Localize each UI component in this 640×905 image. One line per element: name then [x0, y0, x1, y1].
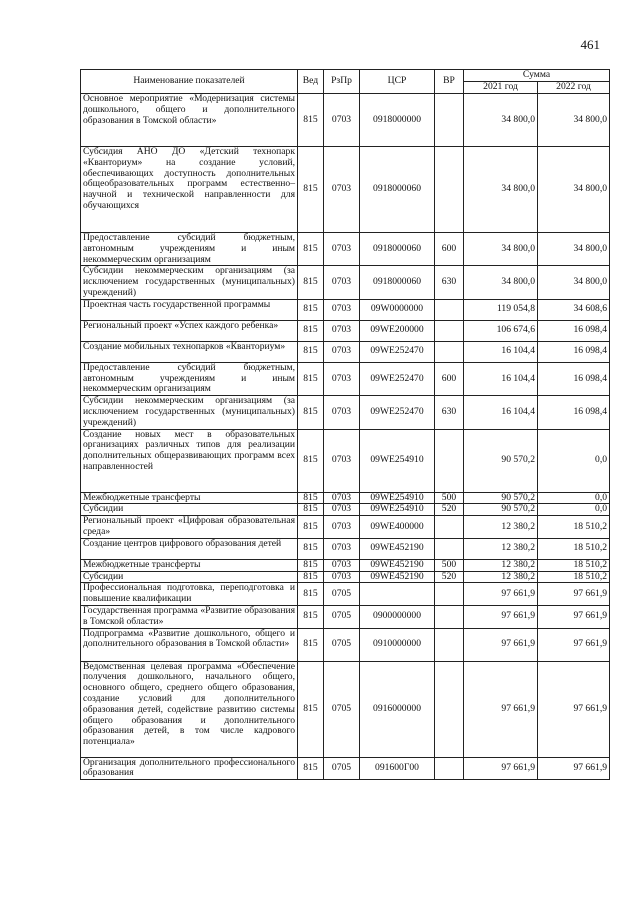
table-row [81, 362, 610, 395]
table-row [81, 559, 610, 571]
header-csr: ЦСР [360, 70, 435, 94]
table-row [81, 583, 610, 606]
cell-vr [435, 583, 464, 606]
cell-csr: 09WE452190 [360, 538, 435, 559]
cell-y2021: 97 661,9 [464, 661, 538, 757]
cell-csr: 0918000060 [360, 147, 435, 233]
cell-vr [435, 147, 464, 233]
header-name: Наименование показателей [81, 70, 298, 94]
cell-y2022: 16 098,4 [538, 362, 610, 395]
cell-y2022: 18 510,2 [538, 571, 610, 583]
cell-name: Субсидии [81, 571, 298, 583]
cell-y2022: 0,0 [538, 492, 610, 504]
cell-y2022: 34 800,0 [538, 266, 610, 299]
cell-vr [435, 299, 464, 320]
cell-vr [435, 757, 464, 780]
cell-vr [435, 628, 464, 661]
header-ved: Вед [298, 70, 324, 94]
cell-name: Субсидия АНО ДО «Детский технопарк «Кванториум» на создание условий, обеспечивающих доступность дополнительных общеобразовательных программ естественно–научной и технической направленности для обучающихся [81, 147, 298, 233]
cell-vr [435, 341, 464, 362]
cell-vr: 600 [435, 233, 464, 266]
cell-rzpr: 0703 [324, 320, 360, 341]
cell-y2022: 0,0 [538, 429, 610, 492]
cell-name: Организация дополнительного профессионального образования [81, 757, 298, 780]
cell-rzpr: 0705 [324, 757, 360, 780]
cell-y2021: 97 661,9 [464, 605, 538, 628]
cell-y2022: 97 661,9 [538, 605, 610, 628]
cell-ved: 815 [298, 396, 324, 429]
table-row [81, 516, 610, 539]
cell-csr: 0918000060 [360, 233, 435, 266]
cell-vr [435, 516, 464, 539]
cell-y2021: 16 104,4 [464, 396, 538, 429]
table-row [81, 233, 610, 266]
cell-ved: 815 [298, 299, 324, 320]
cell-vr: 630 [435, 396, 464, 429]
cell-vr [435, 320, 464, 341]
cell-ved: 815 [298, 233, 324, 266]
cell-ved: 815 [298, 266, 324, 299]
cell-name: Государственная программа «Развитие образования в Томской области» [81, 605, 298, 628]
cell-y2021: 34 800,0 [464, 94, 538, 147]
cell-y2021: 97 661,9 [464, 757, 538, 780]
header-vr: ВР [435, 70, 464, 94]
header-year-2022: 2022 год [538, 82, 610, 94]
table-row [81, 571, 610, 583]
table-row [81, 628, 610, 661]
cell-ved: 815 [298, 516, 324, 539]
cell-name: Создание новых мест в образовательных организациях различных типов для реализации дополнительных общеразвивающих программ всех направленностей [81, 429, 298, 492]
cell-y2022: 16 098,4 [538, 396, 610, 429]
cell-vr: 500 [435, 559, 464, 571]
cell-y2021: 12 380,2 [464, 538, 538, 559]
cell-y2021: 119 054,8 [464, 299, 538, 320]
cell-name: Субсидии некоммерческим организациям (за исключением государственных (муниципальных) учреждений) [81, 266, 298, 299]
cell-ved: 815 [298, 429, 324, 492]
cell-y2022: 34 800,0 [538, 94, 610, 147]
cell-y2022: 18 510,2 [538, 516, 610, 539]
cell-ved: 815 [298, 605, 324, 628]
cell-vr [435, 94, 464, 147]
cell-y2022: 34 800,0 [538, 233, 610, 266]
cell-ved: 815 [298, 320, 324, 341]
table-row [81, 538, 610, 559]
table-row [81, 492, 610, 504]
table-body [81, 94, 610, 780]
cell-vr [435, 538, 464, 559]
cell-rzpr: 0705 [324, 605, 360, 628]
cell-csr: 0900000000 [360, 605, 435, 628]
cell-ved: 815 [298, 538, 324, 559]
cell-rzpr: 0705 [324, 628, 360, 661]
cell-ved: 815 [298, 341, 324, 362]
cell-csr: 091600Г00 [360, 757, 435, 780]
table-row [81, 504, 610, 516]
cell-csr: 09WE252470 [360, 341, 435, 362]
cell-ved: 815 [298, 628, 324, 661]
cell-name: Ведомственная целевая программа «Обеспечение получения дошкольного, начального общего, основного общего, среднего общего образования, создание условий для дополнительного образования детей, содействие развитию системы общего образования и дополнительного образования детей, в том числе кадрового потенциала» [81, 661, 298, 757]
cell-rzpr: 0703 [324, 492, 360, 504]
cell-y2022: 0,0 [538, 504, 610, 516]
cell-rzpr: 0703 [324, 147, 360, 233]
cell-y2022: 16 098,4 [538, 320, 610, 341]
cell-vr: 630 [435, 266, 464, 299]
table-row [81, 266, 610, 299]
cell-y2021: 12 380,2 [464, 559, 538, 571]
header-sum: Сумма [464, 70, 610, 82]
cell-name: Межбюджетные трансферты [81, 492, 298, 504]
cell-y2022: 18 510,2 [538, 538, 610, 559]
table-row [81, 605, 610, 628]
cell-rzpr: 0703 [324, 559, 360, 571]
cell-rzpr: 0703 [324, 266, 360, 299]
cell-rzpr: 0705 [324, 661, 360, 757]
cell-name: Основное мероприятие «Модернизация системы дошкольного, общего и дополнительного образования в Томской области» [81, 94, 298, 147]
cell-ved: 815 [298, 504, 324, 516]
cell-csr: 09WE252470 [360, 396, 435, 429]
cell-ved: 815 [298, 571, 324, 583]
table-row [81, 396, 610, 429]
cell-csr: 09WE254910 [360, 504, 435, 516]
cell-rzpr: 0703 [324, 341, 360, 362]
cell-csr: 09WE254910 [360, 429, 435, 492]
cell-vr: 520 [435, 571, 464, 583]
cell-vr [435, 429, 464, 492]
cell-y2021: 90 570,2 [464, 429, 538, 492]
cell-csr: 09WE254910 [360, 492, 435, 504]
cell-y2021: 90 570,2 [464, 492, 538, 504]
cell-y2022: 97 661,9 [538, 757, 610, 780]
cell-y2021: 34 800,0 [464, 233, 538, 266]
cell-rzpr: 0703 [324, 429, 360, 492]
cell-y2021: 97 661,9 [464, 628, 538, 661]
table-row [81, 320, 610, 341]
cell-y2021: 12 380,2 [464, 516, 538, 539]
cell-y2021: 34 800,0 [464, 266, 538, 299]
cell-y2022: 34 800,0 [538, 147, 610, 233]
cell-vr [435, 605, 464, 628]
page-number: 461 [580, 37, 600, 52]
cell-y2022: 34 608,6 [538, 299, 610, 320]
cell-vr: 520 [435, 504, 464, 516]
cell-csr: 0918000000 [360, 94, 435, 147]
cell-y2022: 97 661,9 [538, 583, 610, 606]
cell-name: Региональный проект «Цифровая образовательная среда» [81, 516, 298, 539]
cell-y2021: 97 661,9 [464, 583, 538, 606]
cell-rzpr: 0703 [324, 571, 360, 583]
cell-name: Региональный проект «Успех каждого ребенка» [81, 320, 298, 341]
cell-csr: 09WE200000 [360, 320, 435, 341]
cell-name: Предоставление субсидий бюджетным, автономным учреждениям и иным некоммерческим организациям [81, 362, 298, 395]
header-year-2021: 2021 год [464, 82, 538, 94]
cell-name: Создание мобильных технопарков «Кванториум» [81, 341, 298, 362]
cell-csr: 0916000000 [360, 661, 435, 757]
cell-vr: 500 [435, 492, 464, 504]
cell-csr: 09WE252470 [360, 362, 435, 395]
cell-csr: 0918000060 [360, 266, 435, 299]
cell-y2021: 16 104,4 [464, 341, 538, 362]
cell-y2022: 97 661,9 [538, 661, 610, 757]
cell-y2021: 90 570,2 [464, 504, 538, 516]
cell-ved: 815 [298, 362, 324, 395]
table-header [81, 70, 610, 94]
cell-ved: 815 [298, 583, 324, 606]
cell-rzpr: 0703 [324, 516, 360, 539]
cell-name: Профессиональная подготовка, переподготовка и повышение квалификации [81, 583, 298, 606]
cell-name: Подпрограмма «Развитие дошкольного, общего и дополнительного образования в Томской области» [81, 628, 298, 661]
cell-csr: 09WE400000 [360, 516, 435, 539]
cell-rzpr: 0703 [324, 504, 360, 516]
cell-y2021: 106 674,6 [464, 320, 538, 341]
cell-y2021: 16 104,4 [464, 362, 538, 395]
table-row [81, 341, 610, 362]
table-row [81, 429, 610, 492]
budget-table [80, 69, 610, 780]
cell-y2021: 12 380,2 [464, 571, 538, 583]
cell-name: Межбюджетные трансферты [81, 559, 298, 571]
cell-ved: 815 [298, 147, 324, 233]
table-row [81, 661, 610, 757]
cell-csr [360, 583, 435, 606]
cell-rzpr: 0705 [324, 583, 360, 606]
table-row [81, 299, 610, 320]
header-rzpr: РзПр [324, 70, 360, 94]
cell-name: Предоставление субсидий бюджетным, автономным учреждениям и иным некоммерческим организациям [81, 233, 298, 266]
cell-vr: 600 [435, 362, 464, 395]
cell-name: Субсидии [81, 504, 298, 516]
cell-csr: 09W0000000 [360, 299, 435, 320]
table-row [81, 757, 610, 780]
cell-csr: 09WE452190 [360, 571, 435, 583]
cell-y2021: 34 800,0 [464, 147, 538, 233]
cell-rzpr: 0703 [324, 94, 360, 147]
cell-rzpr: 0703 [324, 538, 360, 559]
cell-vr [435, 661, 464, 757]
cell-rzpr: 0703 [324, 396, 360, 429]
table-row [81, 147, 610, 233]
cell-rzpr: 0703 [324, 299, 360, 320]
cell-name: Субсидии некоммерческим организациям (за исключением государственных (муниципальных) учреждений) [81, 396, 298, 429]
cell-ved: 815 [298, 94, 324, 147]
cell-csr: 0910000000 [360, 628, 435, 661]
cell-name: Создание центров цифрового образования детей [81, 538, 298, 559]
cell-rzpr: 0703 [324, 233, 360, 266]
cell-y2022: 97 661,9 [538, 628, 610, 661]
cell-y2022: 16 098,4 [538, 341, 610, 362]
cell-csr: 09WE452190 [360, 559, 435, 571]
cell-ved: 815 [298, 661, 324, 757]
cell-ved: 815 [298, 757, 324, 780]
cell-rzpr: 0703 [324, 362, 360, 395]
cell-y2022: 18 510,2 [538, 559, 610, 571]
cell-ved: 815 [298, 559, 324, 571]
table-row [81, 94, 610, 147]
cell-ved: 815 [298, 492, 324, 504]
cell-name: Проектная часть государственной программы [81, 299, 298, 320]
